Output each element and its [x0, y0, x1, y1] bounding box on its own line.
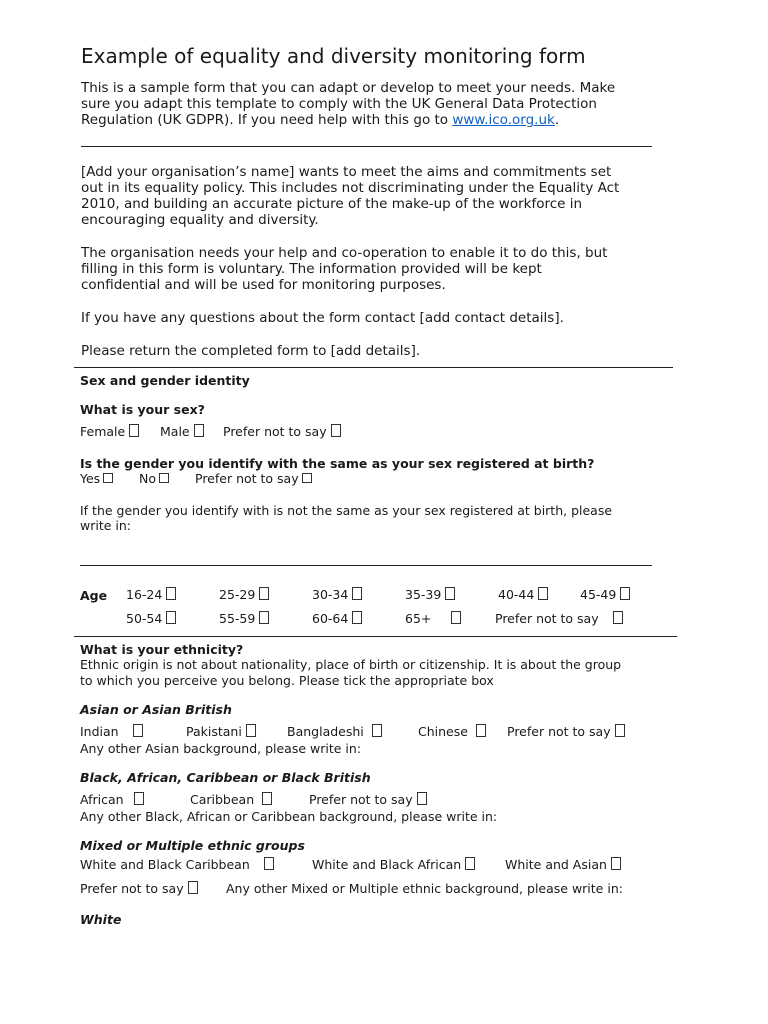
age-option[interactable] — [405, 587, 455, 602]
checkbox[interactable] — [262, 792, 272, 805]
option-label: 55-59 — [219, 611, 256, 626]
option-label: 16-24 — [126, 587, 163, 602]
age-option[interactable] — [405, 611, 461, 626]
page-title: Example of equality and diversity monitoring form — [81, 44, 586, 68]
option-label: Prefer not to say — [507, 724, 611, 739]
checkbox[interactable] — [259, 587, 269, 600]
mixed-heading: Mixed or Multiple ethnic groups — [80, 838, 305, 853]
checkbox[interactable] — [613, 611, 623, 624]
age-option[interactable] — [312, 611, 362, 626]
help-line-3: confidential and will be used for monitoring purposes. — [81, 277, 446, 293]
ethnicity-option[interactable] — [80, 792, 144, 807]
checkbox[interactable] — [133, 724, 143, 737]
checkbox[interactable] — [302, 473, 312, 483]
option-label: 60-64 — [312, 611, 349, 626]
intro-line-3 — [81, 112, 559, 129]
intro-line-3-text: Regulation (UK GDPR). If you need help with this go to — [81, 112, 453, 128]
mixed-other-write-in: Any other Mixed or Multiple ethnic background, please write in: — [226, 881, 623, 896]
sex-option-female[interactable] — [80, 424, 139, 439]
divider — [74, 636, 677, 637]
option-label: White and Black African — [312, 857, 462, 872]
ethnicity-desc-line-2: to which you perceive you belong. Please tick the appropriate box — [80, 673, 494, 688]
option-label: 35-39 — [405, 587, 442, 602]
option-label: Caribbean — [190, 792, 255, 807]
option-label: Indian — [80, 724, 119, 739]
option-label: Yes — [80, 471, 101, 486]
option-label: No — [139, 471, 156, 486]
option-label: Prefer not to say — [195, 471, 299, 486]
ethnicity-option[interactable] — [80, 881, 198, 896]
ethnicity-desc-line-1: Ethnic origin is not about nationality, place of birth or citizenship. It is about the group — [80, 657, 622, 672]
sex-option-prefer-not[interactable] — [223, 424, 341, 439]
checkbox[interactable] — [264, 857, 274, 870]
gender-option-yes[interactable] — [80, 471, 113, 486]
ethnicity-option[interactable] — [287, 724, 382, 739]
option-label: Prefer not to say — [495, 611, 599, 626]
intro-line-2: sure you adapt this template to comply with the UK General Data Protection — [81, 96, 597, 112]
checkbox[interactable] — [331, 424, 341, 437]
checkbox[interactable] — [476, 724, 486, 737]
checkbox[interactable] — [129, 424, 139, 437]
checkbox[interactable] — [417, 792, 427, 805]
help-line-1: The organisation needs your help and co-operation to enable it to do this, but — [81, 245, 608, 261]
option-label: White and Asian — [505, 857, 607, 872]
option-label: Pakistani — [186, 724, 242, 739]
checkbox[interactable] — [352, 587, 362, 600]
ethnicity-option[interactable] — [186, 724, 256, 739]
asian-other-write-in: Any other Asian background, please write in: — [80, 741, 362, 756]
option-label: 50-54 — [126, 611, 163, 626]
gender-write-in-line-2: write in: — [80, 518, 132, 533]
divider — [81, 146, 652, 147]
questions-contact-text: If you have any questions about the form contact [add contact details]. — [81, 310, 564, 326]
age-option[interactable] — [219, 611, 269, 626]
ethnicity-option[interactable] — [505, 857, 621, 872]
ethnicity-question: What is your ethnicity? — [80, 642, 244, 657]
sex-option-male[interactable] — [160, 424, 204, 439]
asian-heading: Asian or Asian British — [80, 702, 232, 717]
aims-line-4: encouraging equality and diversity. — [81, 212, 319, 228]
checkbox[interactable] — [259, 611, 269, 624]
age-option[interactable] — [312, 587, 362, 602]
sex-question: What is your sex? — [80, 402, 205, 417]
checkbox[interactable] — [188, 881, 198, 894]
aims-line-1: [Add your organisation’s name] wants to meet the aims and commitments set — [81, 164, 612, 180]
option-label: Female — [80, 424, 126, 439]
checkbox[interactable] — [166, 611, 176, 624]
checkbox[interactable] — [194, 424, 204, 437]
option-label: 45-49 — [580, 587, 617, 602]
gender-option-prefer-not[interactable] — [195, 471, 312, 486]
option-label: 65+ — [405, 611, 432, 626]
checkbox[interactable] — [611, 857, 621, 870]
checkbox[interactable] — [451, 611, 461, 624]
option-label: Prefer not to say — [309, 792, 413, 807]
aims-line-2: out in its equality policy. This includes not discriminating under the Equality Act — [81, 180, 620, 196]
option-label: Male — [160, 424, 190, 439]
white-heading: White — [80, 912, 122, 927]
option-label: Prefer not to say — [80, 881, 184, 896]
checkbox[interactable] — [620, 587, 630, 600]
checkbox[interactable] — [538, 587, 548, 600]
checkbox[interactable] — [159, 473, 169, 483]
ethnicity-option[interactable] — [190, 792, 272, 807]
checkbox[interactable] — [445, 587, 455, 600]
age-option[interactable] — [495, 611, 623, 626]
option-label: 40-44 — [498, 587, 535, 602]
black-heading: Black, African, Caribbean or Black British — [80, 770, 371, 785]
help-line-2: filling in this form is voluntary. The information provided will be kept — [81, 261, 542, 277]
return-form-text: Please return the completed form to [add details]. — [81, 343, 421, 359]
black-other-write-in: Any other Black, African or Caribbean background, please write in: — [80, 809, 498, 824]
age-option[interactable] — [498, 587, 548, 602]
age-option[interactable] — [126, 587, 176, 602]
ico-link[interactable]: www.ico.org.uk — [452, 112, 555, 128]
gender-question: Is the gender you identify with the same as your sex registered at birth? — [80, 456, 595, 471]
ethnicity-option[interactable] — [80, 724, 143, 739]
sex-gender-heading: Sex and gender identity — [80, 373, 250, 388]
aims-line-3: 2010, and building an accurate picture of the make-up of the workforce in — [81, 196, 583, 212]
age-option[interactable] — [580, 587, 630, 602]
checkbox[interactable] — [166, 587, 176, 600]
option-label: African — [80, 792, 124, 807]
checkbox[interactable] — [246, 724, 256, 737]
ethnicity-option[interactable] — [312, 857, 475, 872]
checkbox[interactable] — [372, 724, 382, 737]
option-label: Bangladeshi — [287, 724, 364, 739]
ethnicity-option[interactable] — [418, 724, 486, 739]
option-label: White and Black Caribbean — [80, 857, 250, 872]
age-option[interactable] — [219, 587, 269, 602]
intro-line-1: This is a sample form that you can adapt or develop to meet your needs. Make — [81, 80, 616, 96]
divider — [74, 367, 673, 368]
gender-write-in-line-1: If the gender you identify with is not the same as your sex registered at birth, please — [80, 503, 613, 518]
option-label: 30-34 — [312, 587, 349, 602]
gender-option-no[interactable] — [139, 471, 169, 486]
age-option[interactable] — [126, 611, 176, 626]
age-label: Age — [80, 588, 108, 603]
checkbox[interactable] — [352, 611, 362, 624]
checkbox[interactable] — [103, 473, 113, 483]
ethnicity-option[interactable] — [507, 724, 625, 739]
checkbox[interactable] — [615, 724, 625, 737]
option-label: Prefer not to say — [223, 424, 327, 439]
intro-line-3-end: . — [554, 112, 560, 128]
checkbox[interactable] — [134, 792, 144, 805]
ethnicity-option[interactable] — [80, 857, 274, 872]
option-label: 25-29 — [219, 587, 256, 602]
ethnicity-option[interactable] — [309, 792, 427, 807]
gender-write-in-field[interactable] — [80, 565, 652, 566]
checkbox[interactable] — [465, 857, 475, 870]
option-label: Chinese — [418, 724, 468, 739]
